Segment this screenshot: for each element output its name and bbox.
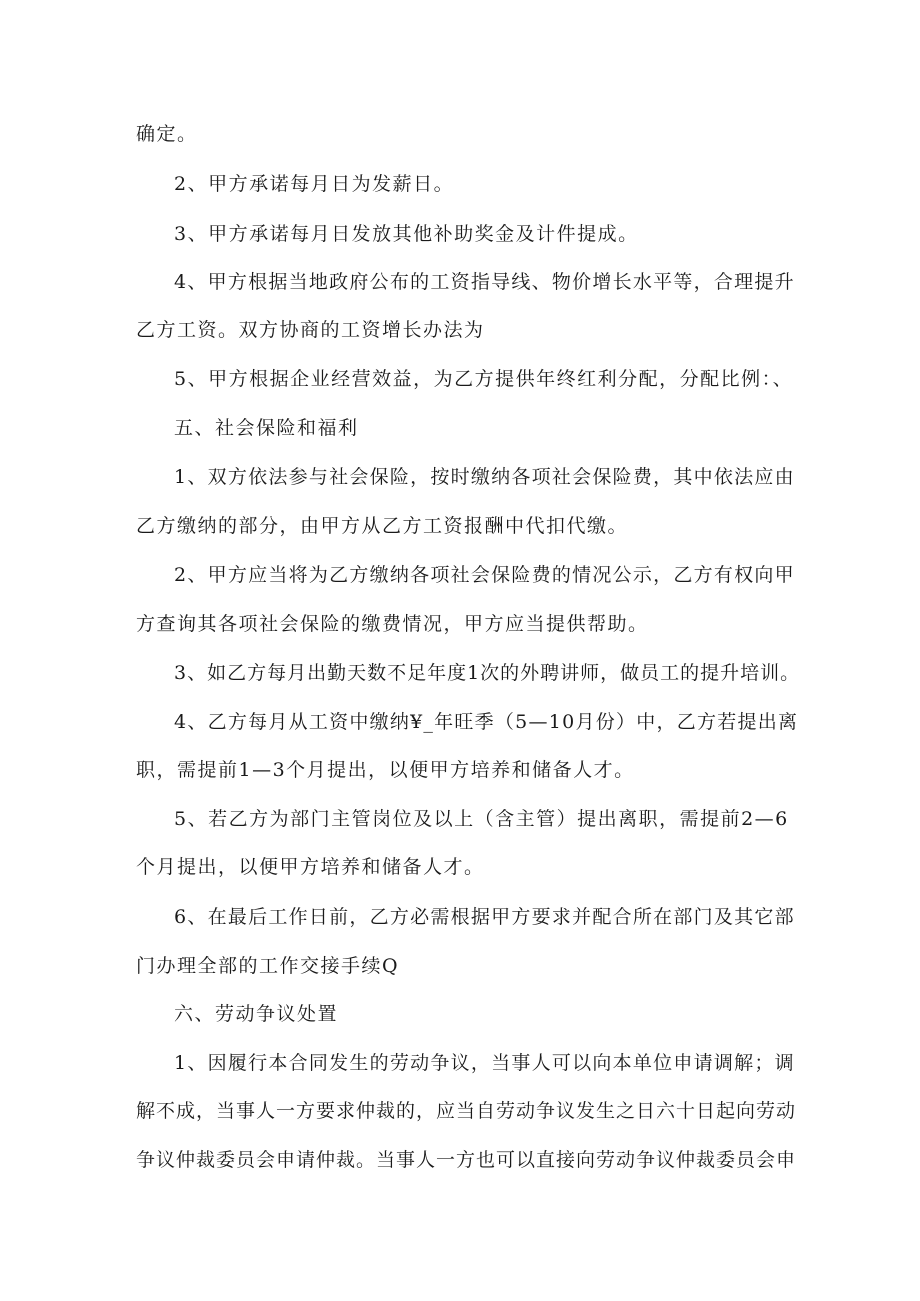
text-line: 6、在最后工作日前，乙方必需根据甲方要求并配合所在部门及其它部 — [174, 906, 795, 928]
text-line: 3、如乙方每月出勤天数不足年度1次的外聘讲师，做员工的提升培训。 — [174, 662, 801, 684]
text-line: 乙方缴纳的部分，由甲方从乙方工资报酬中代扣代缴。 — [136, 515, 629, 537]
text-line: 争议仲裁委员会申请仲裁。当事人一方也可以直接向劳动争议仲裁委员会申 — [136, 1149, 797, 1171]
text-line: 4、乙方每月从工资中缴纳¥_年旺季（5—10月份）中，乙方若提出离 — [174, 711, 799, 733]
text-line: 2、甲方承诺每月日为发薪日。 — [174, 173, 455, 195]
text-line: 1、因履行本合同发生的劳动争议，当事人可以向本单位申请调解；调 — [174, 1052, 795, 1074]
text-line: 2、甲方应当将为乙方缴纳各项社会保险费的情况公示，乙方有权向甲 — [174, 564, 795, 586]
text-line: 确定。 — [136, 123, 198, 145]
text-line: 4、甲方根据当地政府公布的工资指导线、物价增长水平等，合理提升 — [174, 271, 795, 293]
section-heading: 五、社会保险和福利 — [174, 417, 359, 439]
text-line: 职，需提前1—3个月提出，以便甲方培养和储备人才。 — [136, 759, 635, 781]
section-heading: 六、劳动争议处置 — [174, 1003, 339, 1025]
text-line: 解不成，当事人一方要求仲裁的，应当自劳动争议发生之日六十日起向劳动 — [136, 1100, 797, 1122]
text-line: 5、甲方根据企业经营效益，为乙方提供年终红利分配，分配比例：、 — [174, 368, 794, 390]
text-line: 1、双方依法参与社会保险，按时缴纳各项社会保险费，其中依法应由 — [174, 466, 795, 488]
text-line: 个月提出，以便甲方培养和储备人才。 — [136, 856, 485, 878]
text-line: 5、若乙方为部门主管岗位及以上（含主管）提出离职，需提前2—6 — [174, 808, 789, 830]
text-line: 3、甲方承诺每月日发放其他补助奖金及计件提成。 — [174, 223, 639, 245]
text-line: 门办理全部的工作交接手续Q — [136, 955, 400, 977]
text-line: 方查询其各项社会保险的缴费情况，甲方应当提供帮助。 — [136, 613, 649, 635]
text-line: 乙方工资。双方协商的工资增长办法为 — [136, 319, 485, 341]
